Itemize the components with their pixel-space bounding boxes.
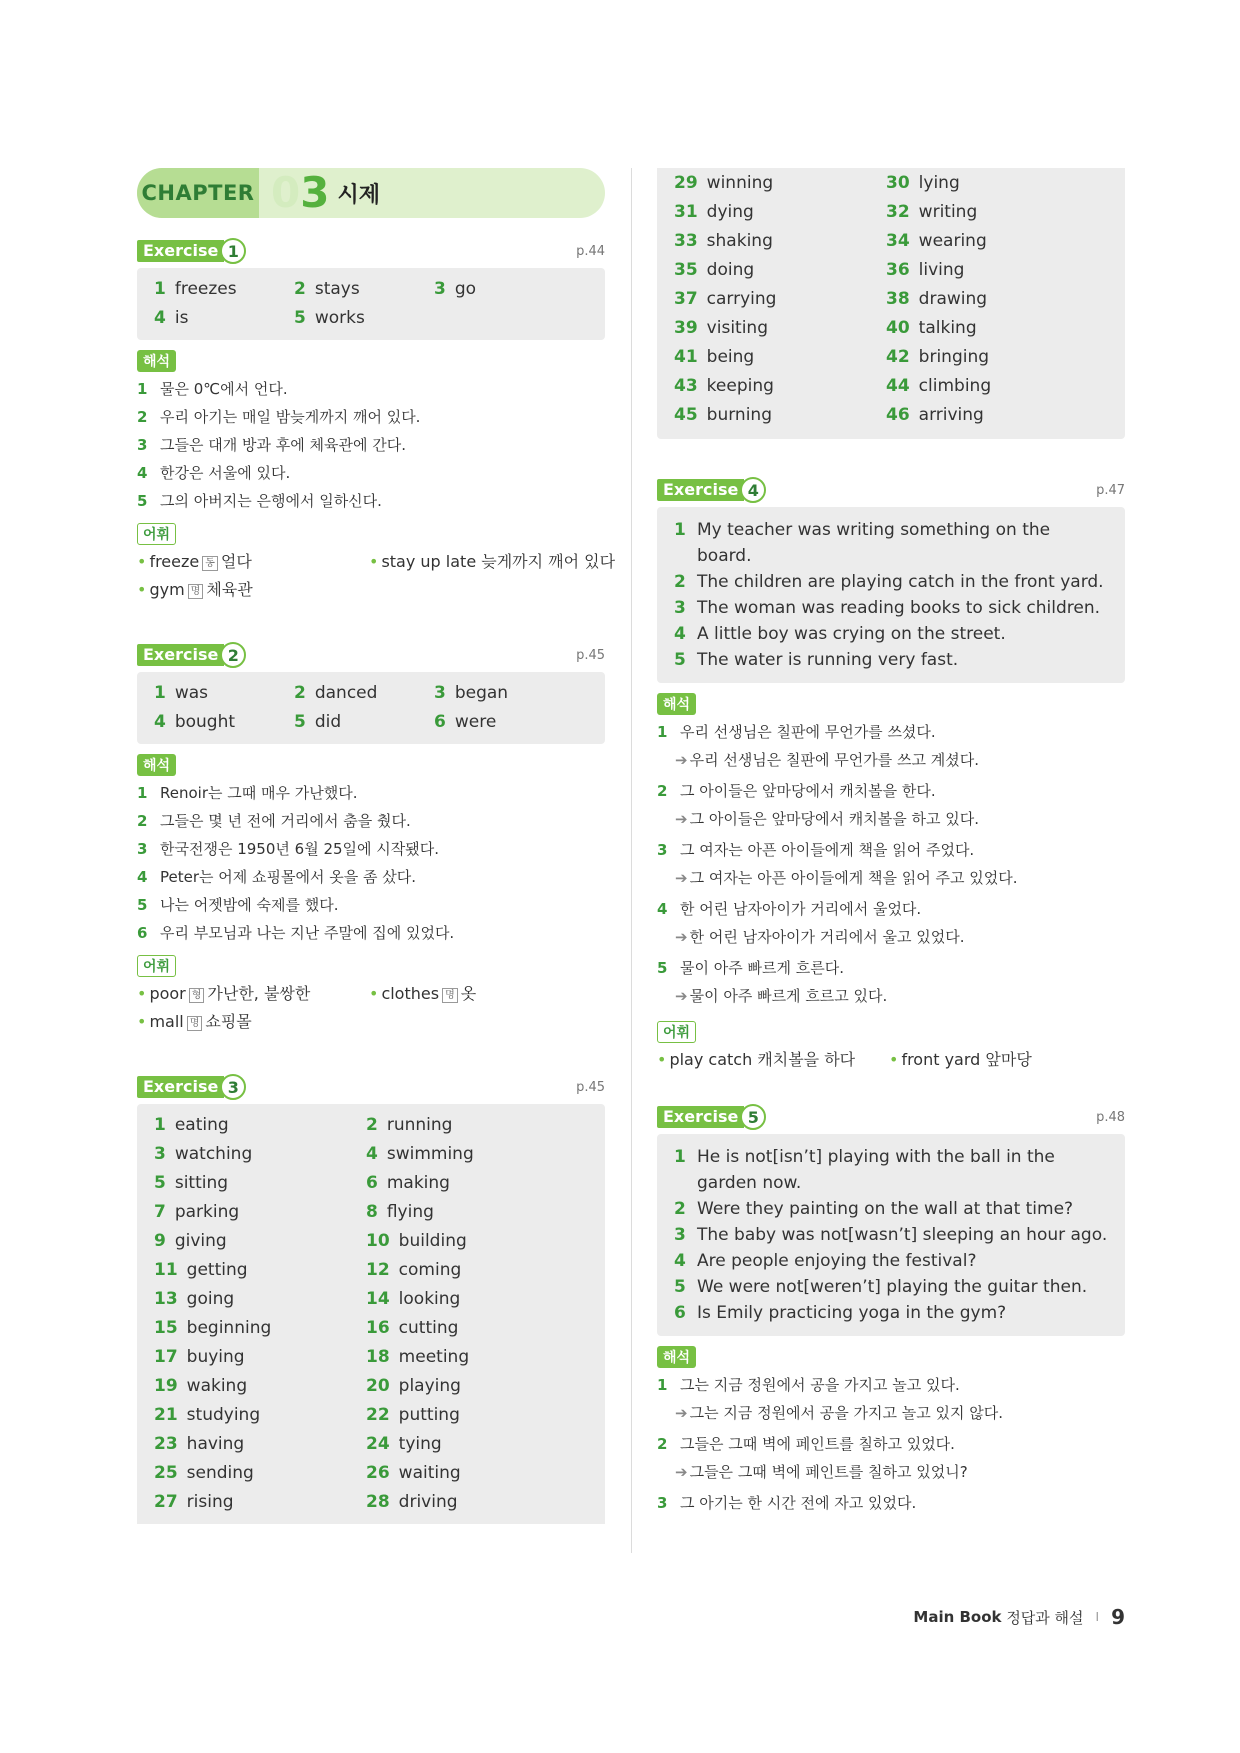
answer-sentence: 6 Is Emily practicing yoga in the gym?: [674, 1303, 1007, 1323]
answer-box: [137, 268, 605, 340]
arrow-icon: ➔: [675, 751, 688, 769]
arrow-icon: ➔: [675, 987, 688, 1005]
translation-tag: 해석: [657, 1346, 696, 1368]
answer-sentence: 4 Are people enjoying the festival?: [674, 1251, 977, 1271]
arrow-icon: ➔: [675, 1404, 688, 1422]
translation-item: 5 그의 아버지는 은행에서 일하신다.: [137, 492, 382, 510]
answer-item: 37 carrying: [674, 289, 777, 309]
vocab-tag: 어휘: [657, 1021, 696, 1043]
book-subtitle: 정답과 해설: [1006, 1608, 1084, 1627]
exercise-header: [137, 640, 605, 668]
page-number: 9: [1111, 1605, 1125, 1629]
answer-grid: [674, 172, 1108, 427]
exercise-2: [137, 640, 605, 1036]
exercise-1: [137, 236, 616, 604]
footer-separator: I: [1095, 1610, 1100, 1624]
answer-item: 5 sitting: [154, 1173, 229, 1193]
answer-box: [657, 1134, 1125, 1336]
exercise-4: [657, 475, 1125, 1074]
answer-item: 3 watching: [154, 1144, 253, 1164]
answer-item: 29 winning: [674, 173, 774, 193]
answer-item: 35 doing: [674, 260, 755, 280]
translation-item: 3 한국전쟁은 1950년 6월 25일에 시작됐다.: [137, 840, 440, 858]
exercise-badge: [137, 642, 246, 668]
translation-item: 5 물이 아주 빠르게 흐른다. ➔ 물이 아주 빠르게 흐르고 있다.: [657, 959, 888, 1005]
exercise-header: [657, 475, 1125, 503]
answer-item: 1 freezes: [154, 279, 237, 299]
answer-item: 3 began: [434, 683, 509, 703]
answer-item: 13 going: [154, 1289, 235, 1309]
answer-item: 30 lying: [886, 173, 960, 193]
vocab-item: • front yard 앞마당: [889, 1050, 1032, 1069]
translation-item: 4 Peter는 어제 쇼핑몰에서 옷을 좀 샀다.: [137, 868, 416, 886]
translation-item: 3 그들은 대개 방과 후에 체육관에 간다.: [137, 436, 406, 454]
answer-sentence: 1 My teacher was writing something on the board.: [674, 520, 1051, 566]
translation-item: 3 그 아기는 한 시간 전에 자고 있었다.: [657, 1494, 917, 1512]
exercise-number: 1: [220, 238, 246, 264]
answer-item: 46 arriving: [886, 405, 984, 425]
chapter-title: 시제: [337, 182, 380, 208]
answer-item: 27 rising: [154, 1492, 234, 1512]
translation-item: 1 Renoir는 그때 매우 가난했다.: [137, 784, 358, 802]
exercise-label: Exercise: [137, 1076, 224, 1098]
vocab-item: • play catch 캐치볼을 하다: [657, 1050, 856, 1069]
answer-item: 2 danced: [294, 683, 378, 703]
answer-item: 40 talking: [886, 318, 977, 338]
chapter-number: [271, 168, 330, 217]
exercise-header: [137, 1072, 605, 1100]
answer-item: 21 studying: [154, 1405, 261, 1425]
answer-sentence: 5 The water is running very fast.: [674, 650, 959, 670]
translation-tag: 해석: [657, 693, 696, 715]
answer-item: 19 waking: [154, 1376, 248, 1396]
answer-sentence: 3 The baby was not[wasn’t] sleeping an hour ago.: [674, 1225, 1108, 1245]
answer-item: 25 sending: [154, 1463, 254, 1483]
exercise-badge: [657, 477, 766, 503]
chapter-header: [137, 168, 605, 218]
page-reference: p.45: [576, 648, 605, 663]
answer-item: 31 dying: [674, 202, 754, 222]
answer-item: 38 drawing: [886, 289, 988, 309]
answer-item: 4 bought: [154, 712, 236, 732]
translation-item: 2 우리 아기는 매일 밤늦게까지 깨어 있다.: [137, 408, 421, 426]
answer-box-continued: [657, 168, 1125, 439]
answer-item: 14 looking: [366, 1289, 461, 1309]
answer-sentence: 1 He is not[isn’t] playing with the ball in the garden now.: [674, 1147, 1055, 1193]
answer-item: 17 buying: [154, 1347, 245, 1367]
right-column: [657, 168, 1125, 1520]
exercise-number: 5: [740, 1104, 766, 1130]
exercise-label: Exercise: [657, 1106, 744, 1128]
exercise-3: [137, 1072, 605, 1524]
vocab-tag: 어휘: [137, 955, 176, 977]
translation-item: 6 우리 부모님과 나는 지난 주말에 집에 있었다.: [137, 924, 455, 942]
chapter-number-main: 3: [300, 168, 330, 217]
answer-item: 8 flying: [366, 1202, 434, 1222]
answer-box: [137, 672, 605, 744]
vocab-item: • stay up late 늦게까지 깨어 있다: [369, 552, 616, 571]
answer-item: 20 playing: [366, 1376, 461, 1396]
translation-item: 5 나는 어젯밤에 숙제를 했다.: [137, 896, 339, 914]
translation-list: [137, 375, 605, 515]
answer-sentence: 3 The woman was reading books to sick children.: [674, 598, 1100, 618]
vocab-list: [137, 548, 616, 604]
left-column: [137, 168, 616, 1524]
answer-item: 9 giving: [154, 1231, 227, 1251]
answer-item: 2 stays: [294, 279, 360, 299]
answer-sentence: 2 Were they painting on the wall at that time?: [674, 1199, 1074, 1219]
answer-item: 41 being: [674, 347, 755, 367]
vocab-item: • gym 명 체육관: [137, 580, 253, 599]
exercise-number: 2: [220, 642, 246, 668]
arrow-icon: ➔: [675, 869, 688, 887]
answer-sentence: 2 The children are playing catch in the front yard.: [674, 572, 1104, 592]
translation-item: 4 한강은 서울에 있다.: [137, 464, 291, 482]
exercise-number: 3: [220, 1074, 246, 1100]
answer-sentence: 5 We were not[weren’t] playing the guitar then.: [674, 1277, 1088, 1297]
answer-item: 36 living: [886, 260, 965, 280]
answer-item: 2 running: [366, 1115, 453, 1135]
translation-item: 3 그 여자는 아픈 아이들에게 책을 읽어 주었다. ➔ 그 여자는 아픈 아이들에게 책을 읽어 주고 있었다.: [657, 841, 1018, 887]
answer-item: 11 getting: [154, 1260, 248, 1280]
exercise-label: Exercise: [137, 240, 224, 262]
exercise-label: Exercise: [137, 644, 224, 666]
answer-item: 3 go: [434, 279, 477, 299]
answer-item: 22 putting: [366, 1405, 460, 1425]
exercise-badge: [137, 1074, 246, 1100]
answer-item: 16 cutting: [366, 1318, 459, 1338]
exercise-5: [657, 1102, 1125, 1517]
answer-item: 7 parking: [154, 1202, 240, 1222]
answer-item: 5 did: [294, 712, 342, 732]
translation-tag: 해석: [137, 350, 176, 372]
answer-item: 10 building: [366, 1231, 467, 1251]
arrow-icon: ➔: [675, 928, 688, 946]
vocab-item: • mall 명 쇼핑몰: [137, 1012, 252, 1031]
page-footer: [913, 1605, 1125, 1629]
exercise-label: Exercise: [657, 479, 744, 501]
answer-item: 1 eating: [154, 1115, 229, 1135]
answer-item: 23 having: [154, 1434, 245, 1454]
answer-sentence: 4 A little boy was crying on the street.: [674, 624, 1006, 644]
exercise-number: 4: [740, 477, 766, 503]
arrow-icon: ➔: [675, 1463, 688, 1481]
answer-item: 32 writing: [886, 202, 978, 222]
translation-list: [657, 718, 1125, 1010]
translation-item: 1 우리 선생님은 칠판에 무언가를 쓰셨다. ➔ 우리 선생님은 칠판에 무언가를 쓰고 계셨다.: [657, 723, 980, 769]
page-reference: p.48: [1096, 1110, 1125, 1125]
translation-item: 1 물은 0℃에서 언다.: [137, 380, 288, 398]
answer-item: 39 visiting: [674, 318, 768, 338]
translation-item: 2 그들은 그때 벽에 페인트를 칠하고 있었다. ➔ 그들은 그때 벽에 페인트를 칠하고 있었니?: [657, 1435, 968, 1481]
page-reference: p.45: [576, 1080, 605, 1095]
page-reference: p.44: [576, 244, 605, 259]
vocab-item: • poor 형 가난한, 불쌍한: [137, 984, 311, 1003]
translation-item: 4 한 어린 남자아이가 거리에서 울었다. ➔ 한 어린 남자아이가 거리에서 울고 있었다.: [657, 900, 965, 946]
vocab-tag: 어휘: [137, 523, 176, 545]
exercise-badge: [657, 1104, 766, 1130]
answer-item: 4 is: [154, 308, 189, 328]
translation-item: 1 그는 지금 정원에서 공을 가지고 놀고 있다. ➔ 그는 지금 정원에서 공을 가지고 놀고 있지 않다.: [657, 1376, 1004, 1422]
chapter-number-lead: 0: [271, 168, 301, 217]
arrow-icon: ➔: [675, 810, 688, 828]
vocab-list: [657, 1046, 1125, 1074]
answer-box: [657, 507, 1125, 683]
answer-item: 18 meeting: [366, 1347, 470, 1367]
answer-item: 4 swimming: [366, 1144, 474, 1164]
page-reference: p.47: [1096, 483, 1125, 498]
exercise-header: [137, 236, 605, 264]
answer-item: 28 driving: [366, 1492, 458, 1512]
column-divider: [631, 168, 632, 1553]
answer-item: 42 bringing: [886, 347, 990, 367]
answer-item: 43 keeping: [674, 376, 774, 396]
answer-box: [137, 1104, 605, 1524]
vocab-item: • freeze 동 얼다: [137, 552, 252, 571]
translation-tag: 해석: [137, 754, 176, 776]
answer-item: 33 shaking: [674, 231, 773, 251]
answer-item: 26 waiting: [366, 1463, 461, 1483]
translation-item: 2 그들은 몇 년 전에 거리에서 춤을 췄다.: [137, 812, 411, 830]
exercise-badge: [137, 238, 246, 264]
chapter-label: CHAPTER: [137, 168, 259, 218]
answer-item: 6 making: [366, 1173, 450, 1193]
translation-list: [137, 779, 605, 947]
answer-item: 34 wearing: [886, 231, 987, 251]
translation-item: 2 그 아이들은 앞마당에서 캐치볼을 한다. ➔ 그 아이들은 앞마당에서 캐치볼을 하고 있다.: [657, 782, 980, 828]
answer-item: 12 coming: [366, 1260, 462, 1280]
translation-list: [657, 1371, 1125, 1517]
answer-item: 15 beginning: [154, 1318, 272, 1338]
answer-item: 44 climbing: [886, 376, 992, 396]
book-name: Main Book: [913, 1608, 1002, 1626]
answer-item: 45 burning: [674, 405, 772, 425]
answer-item: 5 works: [294, 308, 365, 328]
exercise-header: [657, 1102, 1125, 1130]
vocab-list: [137, 980, 605, 1036]
vocab-item: • clothes 명 옷: [369, 984, 477, 1003]
answer-grid: [154, 1114, 588, 1514]
answer-item: 1 was: [154, 683, 209, 703]
answer-item: 6 were: [434, 712, 497, 732]
answer-item: 24 tying: [366, 1434, 442, 1454]
